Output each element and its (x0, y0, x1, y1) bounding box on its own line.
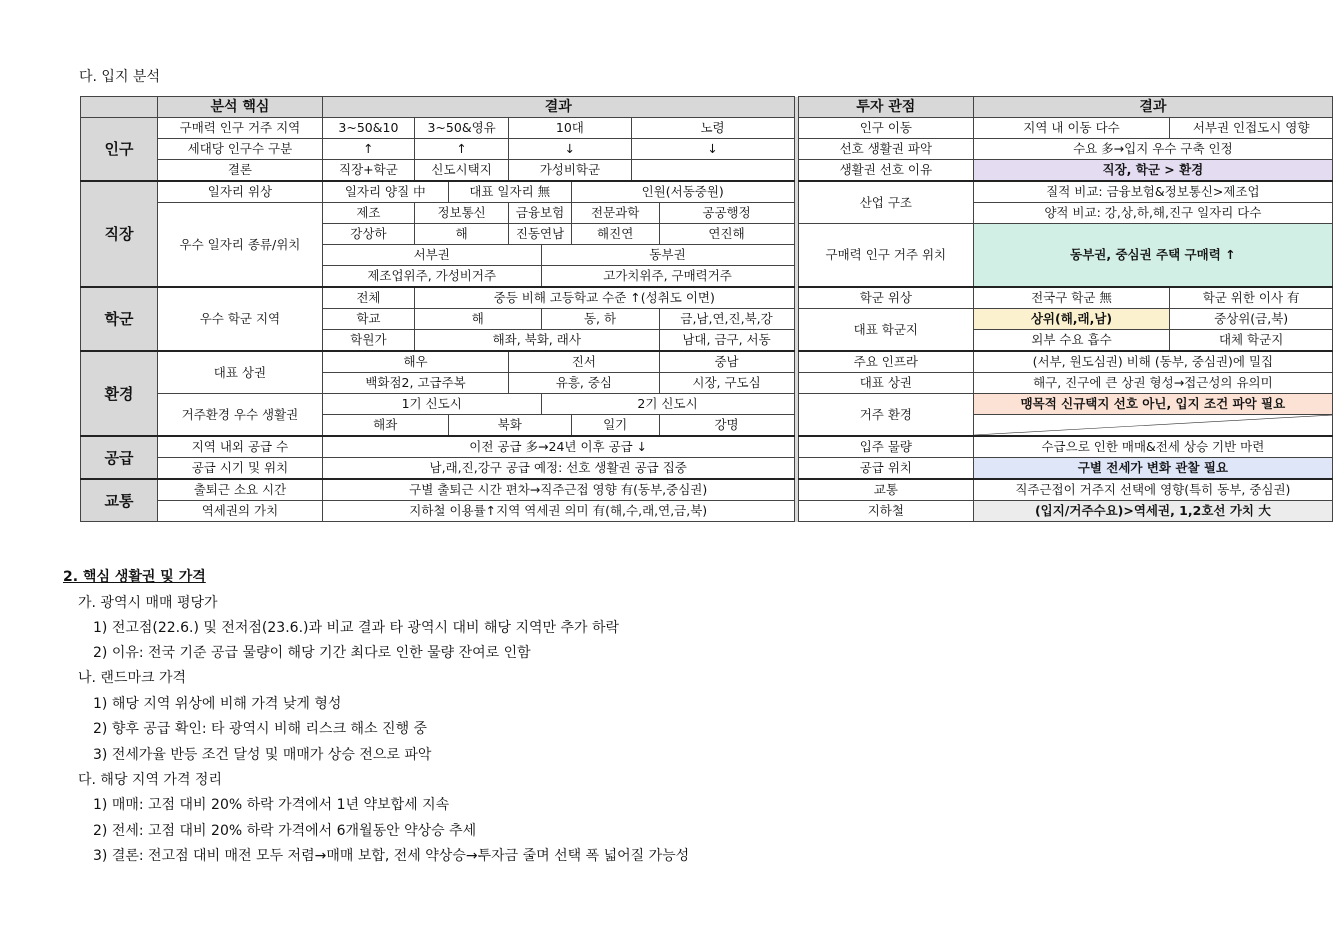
section-title: 2. 핵심 생활권 및 가격 (63, 569, 206, 585)
table-cell: 1기 신도시 (322, 394, 541, 415)
table-cell: 고가치위주, 구매력거주 (541, 266, 794, 288)
table-cell: ↑ (414, 139, 508, 160)
table-row (81, 479, 1333, 501)
table-row (81, 139, 1333, 160)
list-item: 1) 매매: 고점 대비 20% 하락 가격에서 1년 약보합세 지속 (93, 797, 450, 813)
table-cell: 거주 환경 (798, 394, 973, 437)
table-cell: 학군 위한 이사 有 (1170, 287, 1333, 309)
table-cell: 이전 공급 多→24년 이후 공급 ↓ (322, 436, 794, 458)
table-row (81, 436, 1333, 458)
table-row (81, 501, 1333, 522)
table-row (81, 394, 1333, 415)
table-cell: 해좌, 북화, 래사 (414, 330, 659, 352)
table-cell: 역세권의 가치 (158, 501, 323, 522)
highlight-cell: 구별 전세가 변화 관찰 필요 (973, 458, 1332, 480)
table-cell: 해진연 (571, 224, 659, 245)
table-cell: ↓ (631, 139, 794, 160)
table-cell: 대표 상권 (798, 373, 973, 394)
table-cell: 해 (414, 309, 541, 330)
list-item: 3) 결론: 전고점 대비 매전 모두 저렴→매매 보합, 전세 약상승→투자금 줄며 선택 폭 넓어질 가능성 (93, 848, 690, 864)
table-cell: 외부 수요 흡수 (973, 330, 1169, 352)
diagonal-line (974, 415, 1332, 435)
table-cell: 정보통신 (414, 203, 508, 224)
table-cell: 해 (414, 224, 508, 245)
table-cell: 금,남,연,진,북,강 (659, 309, 794, 330)
table-row (81, 181, 1333, 203)
category-supply: 공급 (81, 436, 158, 479)
table-cell: 구매력 인구 거주 위치 (798, 224, 973, 288)
table-cell: 2기 신도시 (541, 394, 794, 415)
table-cell: 공급 위치 (798, 458, 973, 480)
table-cell: 세대당 인구수 구분 (158, 139, 323, 160)
table-cell: 해좌 (322, 415, 448, 437)
location-analysis-table (80, 96, 1333, 522)
table-cell: 출퇴근 소요 시간 (158, 479, 323, 501)
header-row (81, 97, 1333, 118)
table-cell: 대표 학군지 (798, 309, 973, 352)
table-cell: 서부권 (322, 245, 541, 266)
table-cell: 공급 시기 및 위치 (158, 458, 323, 480)
table-cell: 구별 출퇴근 시간 편차→직주근접 영향 有(동부,중심권) (322, 479, 794, 501)
table-cell: 전국구 학군 無 (973, 287, 1169, 309)
table-cell: 지역 내외 공급 수 (158, 436, 323, 458)
table-row (81, 458, 1333, 480)
table-cell: 전체 (322, 287, 414, 309)
table-cell: ↓ (509, 139, 631, 160)
table-cell (631, 160, 794, 182)
category-transport: 교통 (81, 479, 158, 522)
table-cell: 거주환경 우수 생활권 (158, 394, 323, 437)
col-header-core: 분석 핵심 (158, 97, 323, 118)
category-population: 인구 (81, 118, 158, 182)
table-cell: 지하철 (798, 501, 973, 522)
table-cell: 교통 (798, 479, 973, 501)
table-cell: 지역 내 이동 다수 (973, 118, 1169, 139)
list-item: 2) 향후 공급 확인: 타 광역시 비해 리스크 해소 진행 중 (93, 721, 428, 737)
highlight-cell: (입지/거주수요)>역세권, 1,2호선 가치 大 (973, 501, 1332, 522)
table-cell: 진서 (509, 351, 659, 373)
table-cell: 구매력 인구 거주 지역 (158, 118, 323, 139)
list-item: 2) 이유: 전국 기준 공급 물량이 해당 기간 최다로 인한 물량 잔여로 인함 (93, 645, 531, 661)
col-header-result2: 결과 (973, 97, 1332, 118)
table-cell: 직주근접이 거주지 선택에 영향(특히 동부, 중심권) (973, 479, 1332, 501)
subsection-title: 나. 랜드마크 가격 (78, 670, 187, 686)
table-cell: 일기 (571, 415, 659, 437)
table-cell: 유흥, 중심 (509, 373, 659, 394)
table-row (81, 118, 1333, 139)
list-item: 1) 해당 지역 위상에 비해 가격 낮게 형성 (93, 696, 342, 712)
table-cell: 학군 위상 (798, 287, 973, 309)
table-cell: 우수 학군 지역 (158, 287, 323, 351)
table-cell: (서부, 원도심권) 비해 (동부, 중심권)에 밀집 (973, 351, 1332, 373)
highlight-cell: 상위(해,래,남) (973, 309, 1169, 330)
table-row (81, 287, 1333, 309)
table-cell: 남대, 금구, 서동 (659, 330, 794, 352)
table-cell: 남,래,진,강구 공급 예정: 선호 생활권 공급 집중 (322, 458, 794, 480)
table-cell: 강명 (659, 415, 794, 437)
table-cell: 직장+학군 (322, 160, 414, 182)
table-cell: 우수 일자리 종류/위치 (158, 203, 323, 288)
section-heading: 다. 입지 분석 (79, 69, 160, 85)
table-cell: ↑ (322, 139, 414, 160)
list-item: 3) 전세가율 반등 조건 달성 및 매매가 상승 전으로 파악 (93, 747, 432, 763)
table-cell: 대표 상권 (158, 351, 323, 394)
table-cell: 공공행정 (659, 203, 794, 224)
table-cell: 중상위(금,북) (1170, 309, 1333, 330)
table-cell: 양적 비교: 강,상,하,해,진구 일자리 다수 (973, 203, 1332, 224)
table-cell: 주요 인프라 (798, 351, 973, 373)
table-cell: 일자리 위상 (158, 181, 323, 203)
subsection-title: 가. 광역시 매매 평당가 (78, 595, 218, 611)
col-header-result: 결과 (322, 97, 794, 118)
table-row (81, 203, 1333, 224)
table-cell: 대표 일자리 無 (448, 181, 571, 203)
table-row (81, 160, 1333, 182)
table-cell: 학교 (322, 309, 414, 330)
table-cell: 선호 생활권 파악 (798, 139, 973, 160)
table-cell: 제조 (322, 203, 414, 224)
table-cell: 동부권 (541, 245, 794, 266)
table-cell: 입주 물량 (798, 436, 973, 458)
list-item: 1) 전고점(22.6.) 및 전저점(23.6.)과 비교 결과 타 광역시 대비 해당 지역만 추가 하락 (93, 620, 620, 636)
table-cell: 학원가 (322, 330, 414, 352)
table-cell: 신도시택지 (414, 160, 508, 182)
table-cell: 중남 (659, 351, 794, 373)
table-cell: 산업 구조 (798, 181, 973, 224)
col-header-invest: 투자 관점 (798, 97, 973, 118)
table-cell: 전문과학 (571, 203, 659, 224)
table-cell: 인원(서동중원) (571, 181, 794, 203)
table-cell: 해우 (322, 351, 508, 373)
table-cell: 결론 (158, 160, 323, 182)
table-cell: 서부권 인접도시 영향 (1170, 118, 1333, 139)
diagonal-empty-cell (973, 415, 1332, 437)
table-cell: 북화 (448, 415, 571, 437)
table-cell: 지하철 이용률↑지역 역세권 의미 有(해,수,래,연,금,북) (322, 501, 794, 522)
table-cell: 가성비학군 (509, 160, 631, 182)
table-row (81, 351, 1333, 373)
table-cell: 3~50&10 (322, 118, 414, 139)
table-cell: 생활권 선호 이유 (798, 160, 973, 182)
corner-cell (81, 97, 158, 118)
table-cell: 인구 이동 (798, 118, 973, 139)
highlight-cell: 동부권, 중심권 주택 구매력 ↑ (973, 224, 1332, 288)
table-cell: 10대 (509, 118, 631, 139)
table-cell: 해구, 진구에 큰 상권 형성→접근성의 유의미 (973, 373, 1332, 394)
table-cell: 수급으로 인한 매매&전세 상승 기반 마련 (973, 436, 1332, 458)
category-environment: 환경 (81, 351, 158, 436)
table-cell: 제조업위주, 가성비거주 (322, 266, 541, 288)
table-cell: 금융보험 (509, 203, 572, 224)
table-cell: 중등 비해 고등학교 수준 ↑(성취도 이면) (414, 287, 794, 309)
table-cell: 3~50&영유 (414, 118, 508, 139)
table-cell: 강상하 (322, 224, 414, 245)
table-cell: 동, 하 (541, 309, 659, 330)
table-cell: 시장, 구도심 (659, 373, 794, 394)
subsection-title: 다. 해당 지역 가격 정리 (78, 772, 222, 788)
highlight-cell: 직장, 학군 > 환경 (973, 160, 1332, 182)
table-cell: 질적 비교: 금융보험&정보통신>제조업 (973, 181, 1332, 203)
table-cell: 백화점2, 고급주복 (322, 373, 508, 394)
table-cell: 대체 학군지 (1170, 330, 1333, 352)
category-jobs: 직장 (81, 181, 158, 287)
table-cell: 진동연남 (509, 224, 572, 245)
category-school: 학군 (81, 287, 158, 351)
highlight-cell: 맹목적 신규택지 선호 아닌, 입지 조건 파악 필요 (973, 394, 1332, 415)
list-item: 2) 전세: 고점 대비 20% 하락 가격에서 6개월동안 약상승 추세 (93, 823, 477, 839)
table-cell: 일자리 양질 中 (322, 181, 448, 203)
table-cell: 연진해 (659, 224, 794, 245)
table-cell: 수요 多→입지 우수 구축 인정 (973, 139, 1332, 160)
table-cell: 노령 (631, 118, 794, 139)
